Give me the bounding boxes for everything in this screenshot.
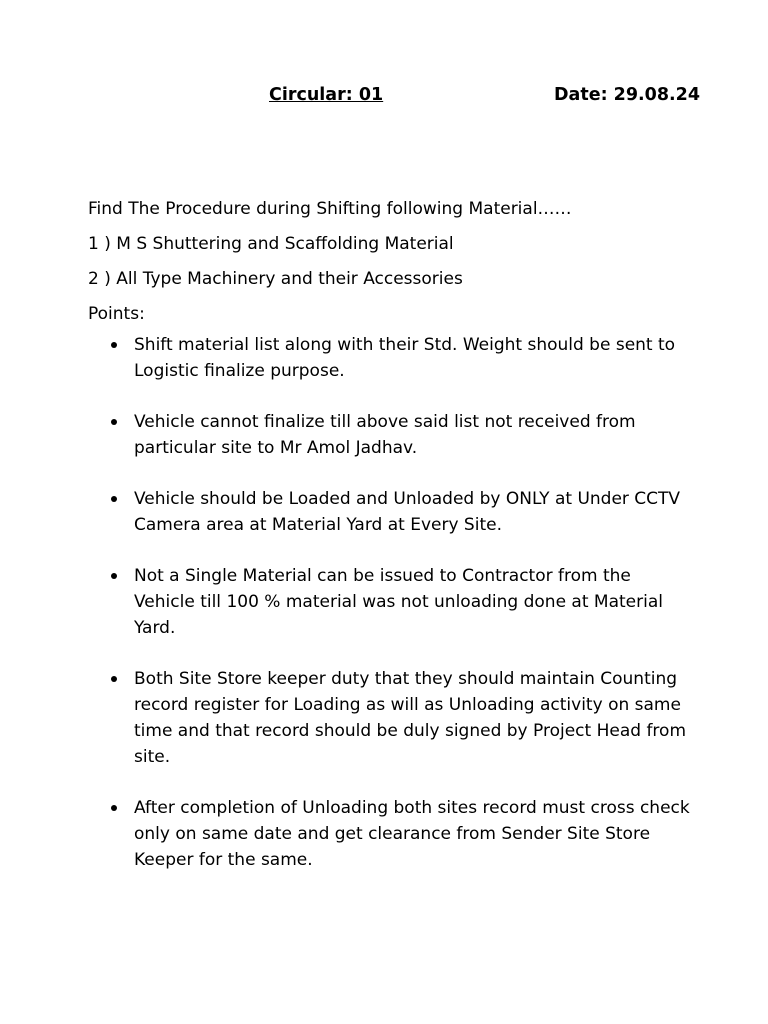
bullet-icon bbox=[111, 573, 117, 579]
point-text: Shift material list along with their Std. Weight should be sent to Logistic finalize purpose. bbox=[134, 335, 676, 381]
material-item-2: 2 ) All Type Machinery and their Accessories bbox=[88, 269, 463, 289]
material-item-1: 1 ) M S Shuttering and Scaffolding Material bbox=[88, 234, 454, 254]
circular-date: Date: 29.08.24 bbox=[554, 85, 701, 105]
points-label: Points: bbox=[88, 304, 145, 324]
point-text: Vehicle should be Loaded and Unloaded by ONLY at Under CCTV Camera area at Material Yard at Every Site. bbox=[134, 489, 681, 535]
point-item bbox=[134, 666, 694, 770]
intro-lead: Find The Procedure during Shifting following Material…… bbox=[88, 199, 572, 219]
point-text: Vehicle cannot finalize till above said list not received from particular site to Mr Amol Jadhav. bbox=[134, 412, 636, 458]
point-text: Both Site Store keeper duty that they should maintain Counting record register for Loading as will as Unloading activity on same time and that record should be duly signed by Project Head from site. bbox=[134, 669, 687, 767]
point-item bbox=[134, 409, 694, 461]
bullet-icon bbox=[111, 342, 117, 348]
bullet-icon bbox=[111, 805, 117, 811]
point-item bbox=[134, 486, 694, 538]
bullet-icon bbox=[111, 676, 117, 682]
circular-number: Circular: 01 bbox=[269, 85, 384, 105]
point-item bbox=[134, 795, 694, 873]
intro-block bbox=[88, 192, 572, 332]
bullet-icon bbox=[111, 496, 117, 502]
point-item bbox=[134, 563, 694, 641]
points-list bbox=[134, 332, 694, 898]
point-text: After completion of Unloading both sites record must cross check only on same date and get clearance from Sender Site Store Keeper for the same. bbox=[134, 798, 690, 870]
bullet-icon bbox=[111, 419, 117, 425]
point-item bbox=[134, 332, 694, 384]
point-text: Not a Single Material can be issued to Contractor from the Vehicle till 100 % material was not unloading done at Material Yard. bbox=[134, 566, 663, 638]
